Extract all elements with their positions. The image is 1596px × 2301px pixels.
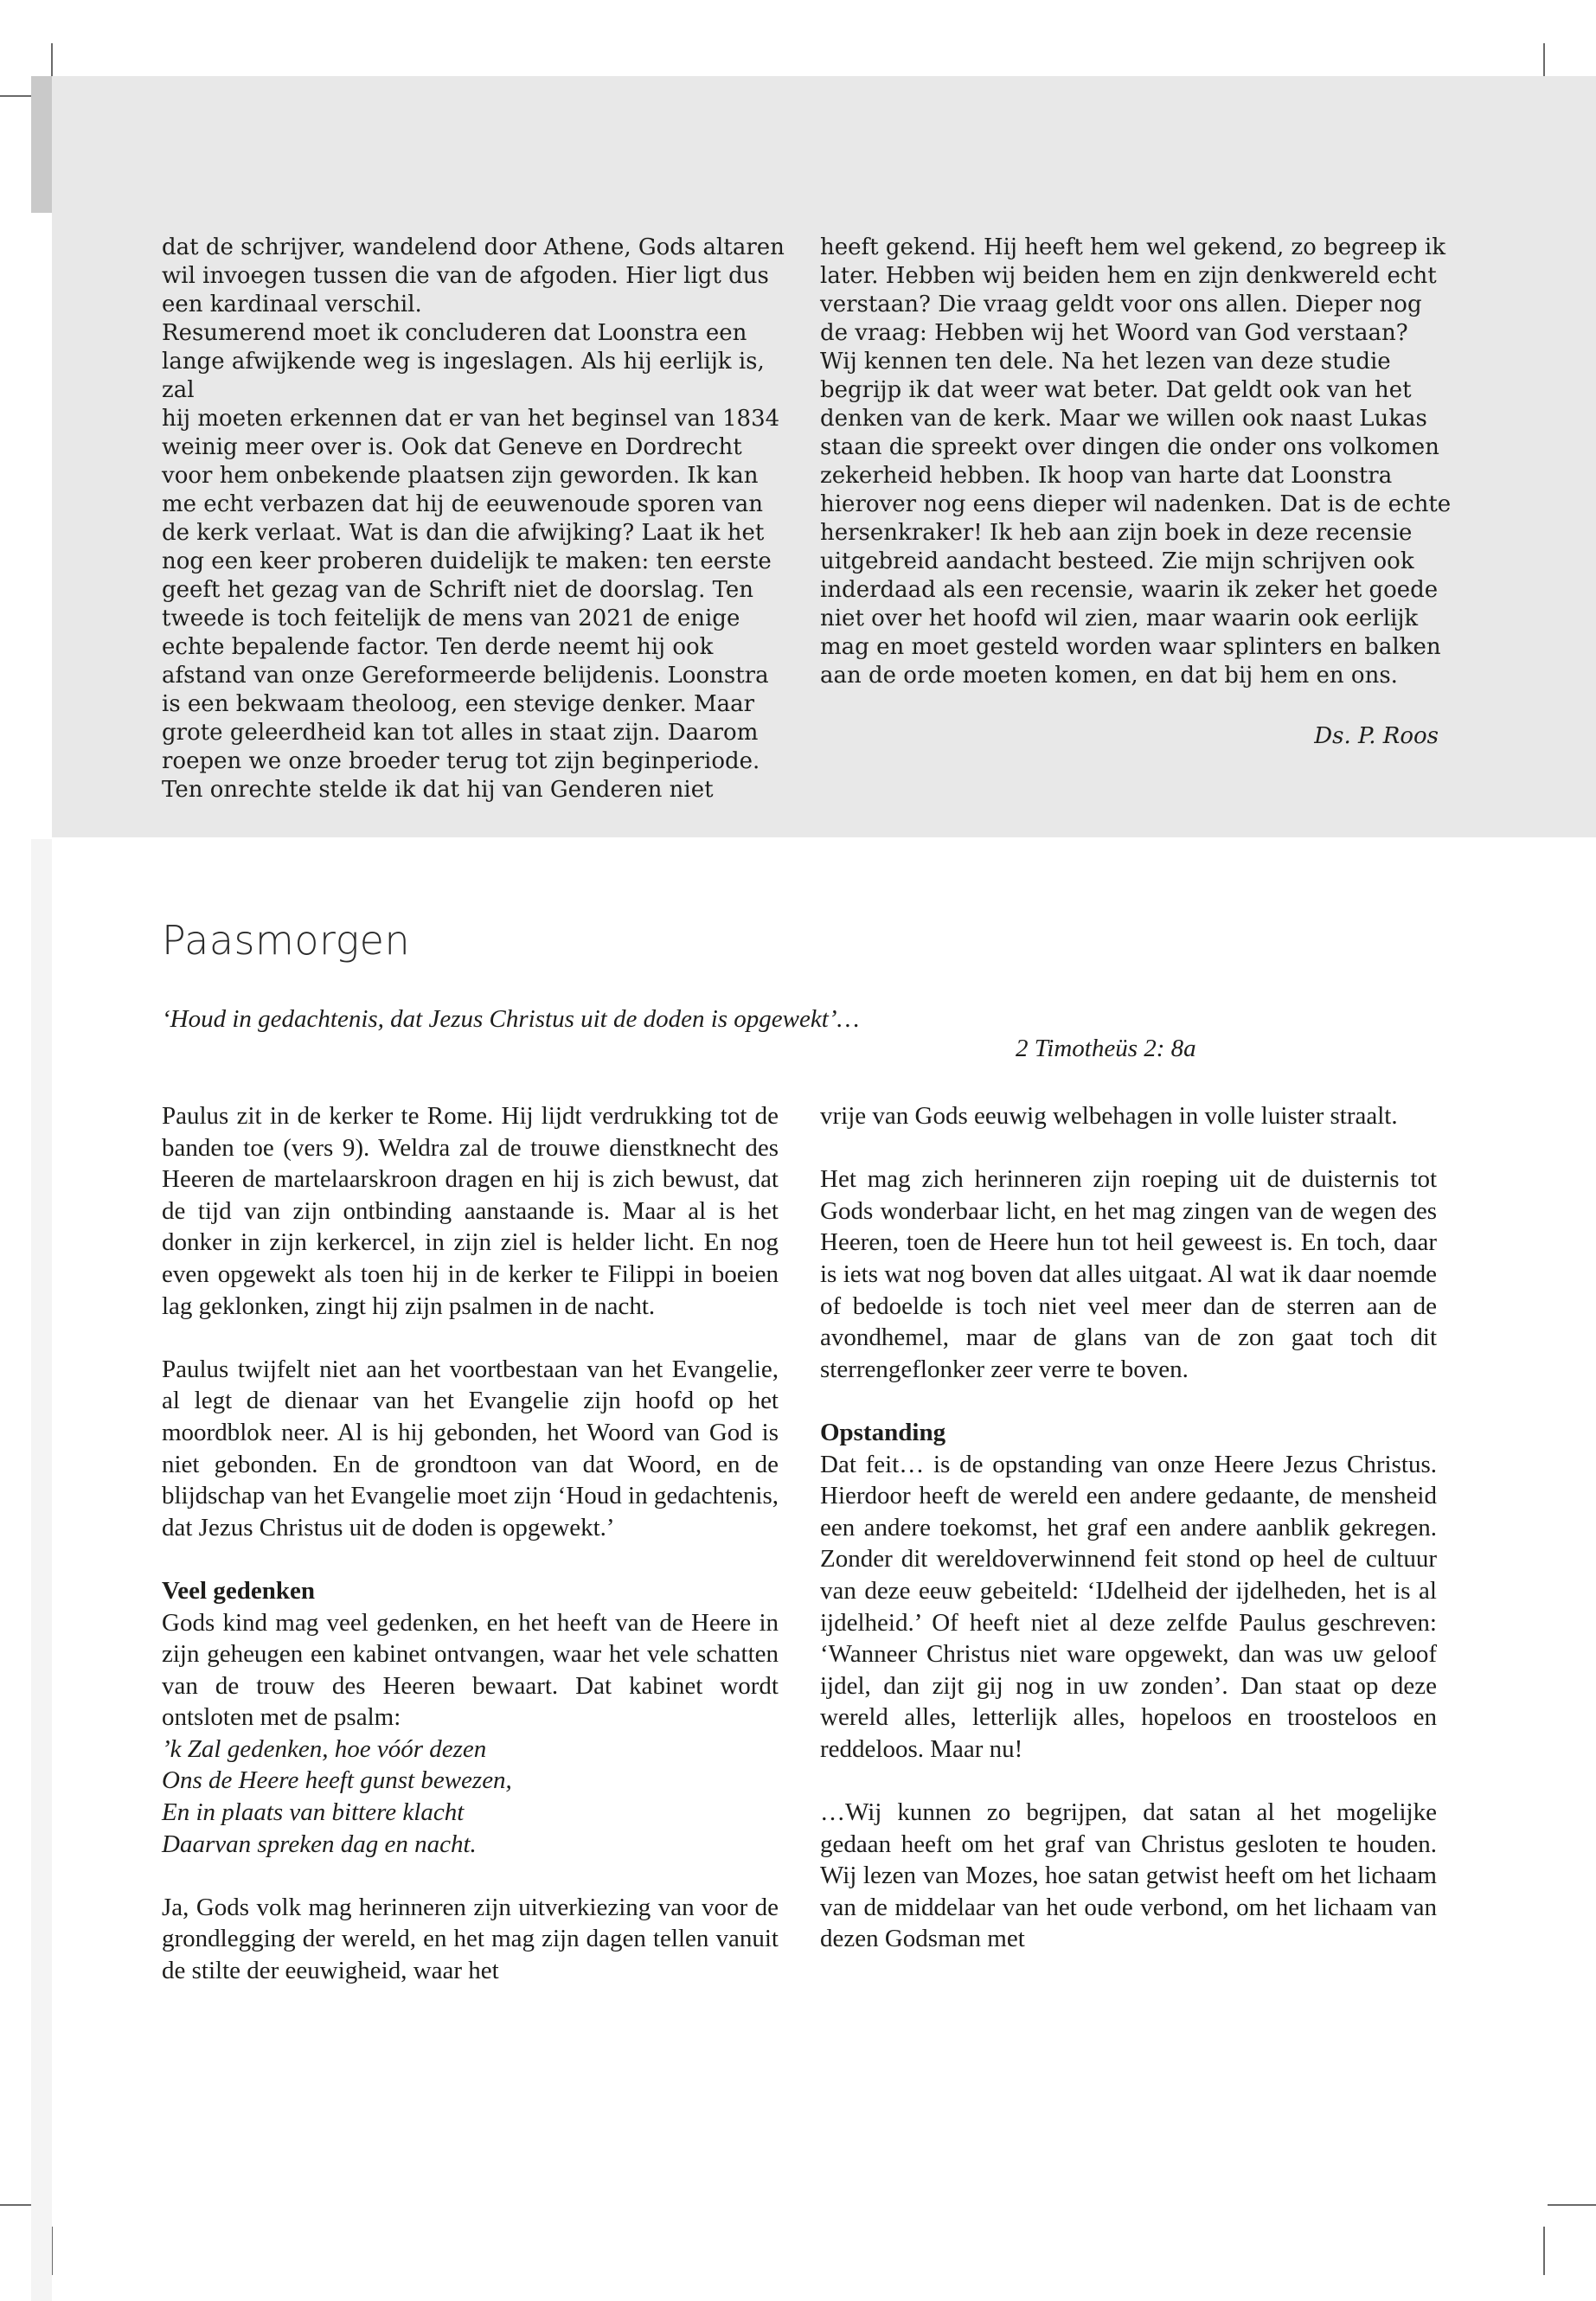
review-column-left: dat de schrijver, wandelend door Athene, Gods altaren wil invoegen tussen die van de afgoden. Hier ligt dus een kardinaal verschil. Resumerend moet ik concluderen dat Loonstra een lange afwijkende weg is ingeslagen. Als hij eerlijk is, zal hij moeten erkennen dat er van het beginsel van 1834 weinig meer over is. Ook dat Geneve en Dordrecht voor hem onbekende plaatsen zijn geworden. Ik kan me echt verbazen dat hij de eeuwenoude sporen van de kerk verlaat. Wat is dan die afwijking? Laat ik het nog een keer proberen duidelijk te maken: ten eerste geeft het gezag van de Schrift niet de doorslag. Ten tweede is toch feitelijk de mens van 2021 de enige echte bepalende factor. Ten derde neemt hij ook afstand van onze Gereformeerde belijdenis. Loonstra is een bekwaam theoloog, een stevige denker. Maar grote geleerdheid kan tot alles in staat zijn. Daarom roepen we onze broeder terug tot zijn beginperiode. Ten onrechte stelde ik dat hij van Genderen niet [162,234,785,803]
paragraph: Het mag zich herinneren zijn roeping uit de duisternis tot Gods wonderbaar licht, en het mag zingen van de wegen des Heeren, toen de Heere hun tot heil geweest is. En toch, daar is iets wat nog boven dat alles uitgaat. Al wat ik daar noemde of bedoelde is toch niet veel meer dan de sterren aan de avondhemel, maar de glans van de zon gaat toch dit sterrengeflonker zeer verre te boven. [820,1165,1437,1383]
article-quote-reference: 2 Timotheüs 2: 8a [1016,1035,1196,1062]
crop-mark [1543,2227,1545,2275]
poem-line: Daarvan spreken dag en nacht. [162,1830,477,1858]
section-heading: Opstanding [820,1418,946,1446]
paragraph: Paulus zit in de kerker te Rome. Hij lijdt verdrukking tot de banden toe (vers 9). Weldra zal de trouwe dienstknecht des Heeren de martelaarskroon dragen en hij is zich bewust, dat de tijd van zijn ontbinding aanstaande is. Maar al is het donker in zijn kerkercel, in zijn ziel is helder licht. En nog even opgewekt als toen hij in de kerker te Filippi in boeien lag geklonken, zingt hij zijn psalmen in de nacht. [162,1102,779,1320]
paragraph: vrije van Gods eeuwig welbehagen in volle luister straalt. [820,1102,1398,1130]
article-column-left [162,1100,779,1987]
article-column-right [820,1100,1437,1955]
article-title: Paasmorgen [162,917,411,964]
page-side-strip [31,839,52,2301]
crop-mark [1548,2204,1596,2206]
poem-line: En in plaats van bittere klacht [162,1798,465,1827]
paragraph: …Wij kunnen zo begrijpen, dat satan al het mogelijke gedaan heeft om het graf van Christus gesloten te houden. Wij lezen van Mozes, hoe satan getwist heeft om het lichaam van de middelaar van het oude verbond, om het lichaam van dezen Godsman met [820,1798,1437,1953]
paragraph: Paulus twijfelt niet aan het voortbestaan van het Evangelie, al legt de dienaar van het Evangelie zijn hoofd op het moordblok neer. Al is hij gebonden, het Woord van God is niet gebonden. En de grondtoon van dat Woord, en de blijdschap van het Evangelie moet zijn ‘Houd in gedachtenis, dat Jezus Christus uit de doden is opgewekt.’ [162,1355,779,1541]
section-heading: Veel gedenken [162,1576,315,1605]
review-column-right: heeft gekend. Hij heeft hem wel gekend, zo begreep ik later. Hebben wij beiden hem en zijn denkwereld echt verstaan? Die vraag geldt voor ons allen. Dieper nog de vraag: Hebben wij het Woord van God verstaan? Wij kennen ten dele. Na het lezen van deze studie begrijp ik dat weer wat beter. Dat geldt ook van het denken van de kerk. Maar we willen ook naast Lukas staan die spreekt over dingen die onder ons volkomen zekerheid hebben. Ik hoop van harte dat Loonstra hierover nog eens dieper wil nadenken. Dat is de echte hersenkraker! Ik heb aan zijn boek in deze recensie uitgebreid aandacht besteed. Zie mijn schrijven ook inderdaad als een recensie, waarin ik zeker het goede niet over het hoofd wil zien, maar waarin ook eerlijk mag en moet gesteld worden waar splinters en balken aan de orde moeten komen, en dat bij hem en ons. [820,234,1452,689]
paragraph: Gods kind mag veel gedenken, en het heeft van de Heere in zijn geheugen een kabinet ontvangen, waar het vele schatten van de trouw des Heeren bewaart. Dat kabinet wordt ontsloten met de psalm: [162,1608,779,1732]
page-side-tab [31,76,52,213]
review-signature: Ds. P. Roos [1314,723,1439,749]
paragraph: Ja, Gods volk mag herinneren zijn uitverkiezing van voor de grondlegging der wereld, en het mag zijn dagen tellen vanuit de stilte der eeuwigheid, waar het [162,1893,779,1985]
poem-line: ’k Zal gedenken, hoe vóór dezen [162,1734,487,1763]
article-quote: ‘Houd in gedachtenis, dat Jezus Christus uit de doden is opgewekt’… [162,1005,860,1033]
poem-line: Ons de Heere heeft gunst bewezen, [162,1766,512,1795]
paragraph: Dat feit… is de opstanding van onze Heere Jezus Christus. Hierdoor heeft de wereld een andere gedaante, de mensheid een andere toekomst, het graf een andere aanblik gekregen. Zonder dit wereldoverwinnend feit stond op heel de cultuur van deze eeuw gebeiteld: ‘IJdelheid der ijdelheden, het is al ijdelheid.’ Of heeft niet al deze zelfde Paulus geschreven: ‘Wanneer Christus niet ware opgewekt, dan was uw geloof ijdel, dan zijt gij nog in uw zonden’. Dan staat op deze wereld alles, letterlijk alles, hopeloos en troosteloos en reddeloos. Maar nu! [820,1450,1437,1763]
